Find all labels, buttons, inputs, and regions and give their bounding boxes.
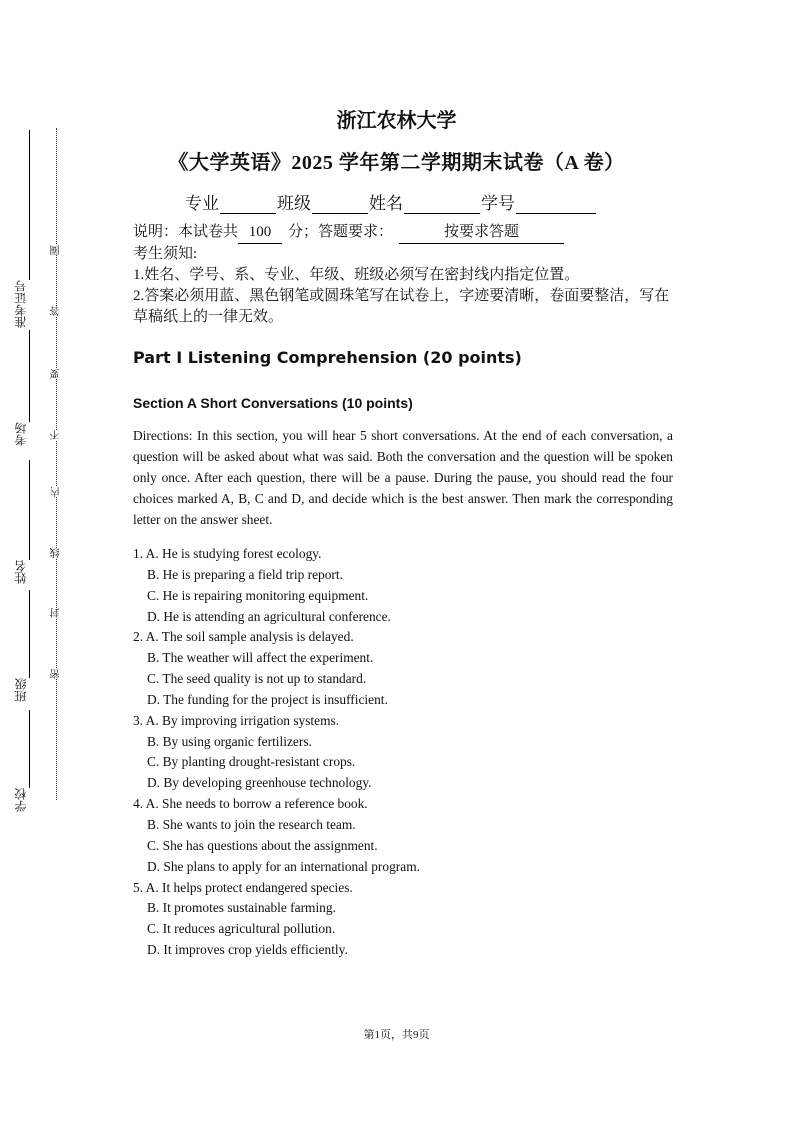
- question-number: 4.: [133, 796, 144, 812]
- student-info-row: [185, 189, 597, 214]
- name-label: 姓名: [369, 194, 403, 213]
- option-text: A. It helps protect endangered species.: [145, 879, 353, 895]
- binding-label-name: 姓名: [14, 560, 28, 584]
- total-score: 100: [238, 222, 282, 244]
- section-title: Section A Short Conversations (10 points): [133, 395, 413, 411]
- option-text: A. By improving irrigation systems.: [145, 712, 340, 728]
- binding-label-exam-room: 考场: [14, 422, 28, 446]
- binding-field-name: [14, 460, 34, 590]
- seal-char: 封: [51, 608, 62, 618]
- notice-title: 考生须知:: [133, 246, 198, 262]
- question-option: D. It improves crop yields efficiently.: [147, 942, 348, 958]
- seal-char: 线: [51, 548, 62, 558]
- seal-char: 答: [51, 306, 62, 316]
- seal-char: 密: [51, 669, 62, 679]
- question-option: [133, 627, 673, 648]
- question-option: B. She wants to join the research team.: [147, 816, 356, 832]
- question-option: D. She plans to apply for an international program.: [147, 858, 420, 874]
- section-directions: Directions: In this section, you will hear 5 short conversations. At the end of each conversation, a question will be asked about what was said. Both the conversation and the question will be spoken only once. After each question, there will be a pause. During the pause, you should read the four choices marked A, B, C and D, and decide which is the best answer. Then mark the corresponding letter on the answer sheet.: [133, 428, 673, 527]
- question-option: D. He is attending an agricultural conference.: [147, 608, 391, 624]
- student-id-label: 学号: [481, 194, 515, 213]
- question-option: C. She has questions about the assignment.: [147, 837, 378, 853]
- university-title: 浙江农林大学: [336, 110, 457, 132]
- major-blank[interactable]: [220, 195, 276, 214]
- exam-description: [133, 222, 673, 244]
- seal-char: 要: [51, 369, 62, 379]
- option-text: A. He is studying forest ecology.: [145, 546, 322, 561]
- question-number: 2.: [133, 629, 144, 645]
- question-option: C. He is repairing monitoring equipment.: [147, 587, 369, 603]
- binding-field-school: [14, 710, 34, 820]
- binding-field-exam-room: [14, 330, 34, 460]
- seal-char: 内: [51, 487, 62, 497]
- class-blank[interactable]: [312, 195, 368, 214]
- answer-requirement: 按要求答题: [399, 222, 564, 244]
- question-option: [133, 794, 673, 815]
- notice-item-2: 2.答案必须用蓝、黑色钢笔或圆珠笔写在试卷上，字迹要清晰，卷面要整洁，写在草稿纸上的一律无效。: [133, 288, 670, 325]
- option-text: A. The soil sample analysis is delayed.: [145, 629, 354, 645]
- binding-field-class: [14, 590, 34, 710]
- binding-fields: [14, 130, 34, 820]
- question-option: C. It reduces agricultural pollution.: [147, 921, 336, 937]
- question-number: 3.: [133, 712, 144, 728]
- option-text: A. She needs to borrow a reference book.: [145, 796, 368, 812]
- question-number: 5.: [133, 879, 144, 895]
- part-title: Part Ⅰ Listening Comprehension (20 points): [133, 348, 522, 367]
- question-option: [133, 711, 673, 732]
- seal-char: 圈: [51, 245, 62, 255]
- major-label: 专业: [185, 194, 219, 213]
- notice-item-1: 1.姓名、学号、系、专业、年级、班级必须写在密封线内指定位置。: [133, 267, 580, 283]
- exam-notes: [133, 222, 673, 328]
- binding-label-exam-number: 准考证号: [14, 280, 28, 328]
- question-option: B. He is preparing a field trip report.: [147, 566, 343, 582]
- question-option: C. The seed quality is not up to standard.: [147, 671, 367, 687]
- exam-title: 《大学英语》2025 学年第二学期期末试卷（A 卷）: [168, 152, 625, 174]
- question-option: B. It promotes sustainable farming.: [147, 900, 336, 916]
- class-label: 班级: [277, 194, 311, 213]
- question-option: [133, 544, 673, 565]
- question-option: D. By developing greenhouse technology.: [147, 775, 372, 791]
- question-option: B. By using organic fertilizers.: [147, 733, 312, 749]
- question-number: 1.: [133, 546, 144, 561]
- seal-dotted-line: [56, 128, 57, 800]
- binding-label-class: 班级: [14, 678, 28, 702]
- question-option: B. The weather will affect the experiment.: [147, 650, 374, 666]
- binding-label-school: 学校: [14, 788, 28, 812]
- question-list: [133, 544, 673, 961]
- desc-prefix: 说明：本试卷共: [133, 224, 239, 240]
- student-id-blank[interactable]: [516, 195, 596, 214]
- question-option: C. By planting drought-resistant crops.: [147, 754, 356, 770]
- desc-middle: 分；答题要求：: [288, 224, 394, 240]
- page-footer: 第1页，共9页: [363, 1029, 430, 1041]
- seal-char: 不: [51, 430, 62, 440]
- question-option: D. The funding for the project is insufficient.: [147, 691, 388, 707]
- name-blank[interactable]: [404, 195, 480, 214]
- question-option: [133, 878, 673, 899]
